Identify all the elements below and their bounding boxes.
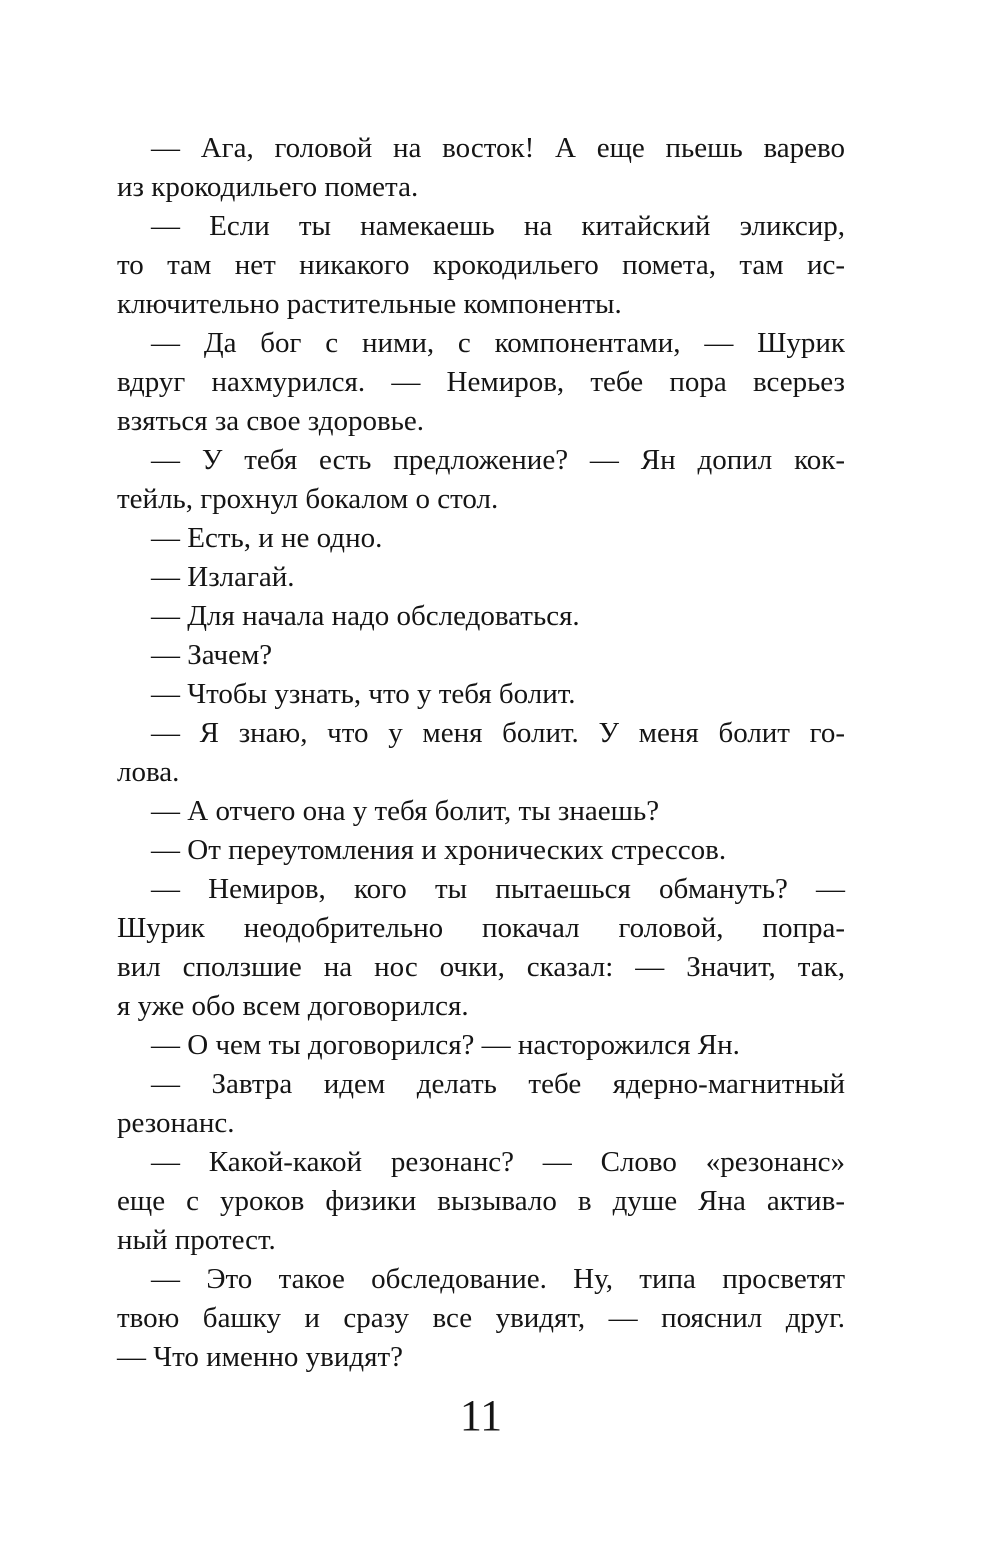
text-line: — Что именно увидят?	[117, 1341, 404, 1373]
paragraph	[117, 1143, 845, 1260]
paragraph	[117, 792, 845, 831]
paragraph	[117, 1065, 845, 1143]
text-line: еще с уроков физики вызывало в душе Яна актив-	[117, 1185, 845, 1217]
text-line: лова.	[117, 756, 180, 788]
text-line: — Немиров, кого ты пытаешься обмануть? —	[151, 873, 845, 905]
text-line: — Если ты намекаешь на китайский эликсир,	[151, 210, 845, 242]
text-line: — У тебя есть предложение? — Ян допил кок-	[151, 444, 845, 476]
page-number: 11	[459, 1391, 503, 1440]
text-line: тейль, грохнул бокалом о стол.	[117, 483, 499, 515]
text-line: — О чем ты договорился? — насторожился Ян.	[151, 1029, 740, 1061]
text-line: — Чтобы узнать, что у тебя болит.	[151, 678, 576, 710]
text-line: Шурик неодобрительно покачал головой, попра-	[117, 912, 845, 944]
paragraph	[117, 129, 845, 207]
text-line: — Я знаю, что у меня болит. У меня болит го-	[151, 717, 845, 749]
text-line: — Ага, головой на восток! А еще пьешь варево	[151, 132, 845, 164]
text-line: вил сползшие на нос очки, сказал: — Значит, так,	[117, 951, 845, 983]
text-line: ный протест.	[117, 1224, 276, 1256]
text-line: — Завтра идем делать тебе ядерно-магнитный	[151, 1068, 845, 1100]
text-line: — Да бог с ними, с компонентами, — Шурик	[151, 327, 845, 359]
paragraph	[117, 324, 845, 441]
paragraph	[117, 207, 845, 324]
paragraph	[117, 519, 845, 558]
page-text	[117, 129, 845, 1377]
text-line: — Какой-какой резонанс? — Слово «резонанс»	[151, 1146, 845, 1178]
text-line: — От переутомления и хронических стрессов.	[151, 834, 727, 866]
text-line: — Для начала надо обследоваться.	[151, 600, 580, 632]
text-line: резонанс.	[117, 1107, 235, 1139]
paragraph	[117, 597, 845, 636]
text-line: то там нет никакого крокодильего помета, там ис-	[117, 249, 845, 281]
text-line: вдруг нахмурился. — Немиров, тебе пора всерьез	[117, 366, 845, 398]
paragraph	[117, 831, 845, 870]
text-line: я уже обо всем договорился.	[117, 990, 469, 1022]
text-line: взяться за свое здоровье.	[117, 405, 424, 437]
text-line: ключительно растительные компоненты.	[117, 288, 622, 320]
text-line: твою башку и сразу все увидят, — пояснил друг.	[117, 1302, 845, 1334]
paragraph	[117, 714, 845, 792]
text-line: — Излагай.	[151, 561, 295, 593]
paragraph	[117, 441, 845, 519]
paragraph	[117, 1026, 845, 1065]
text-line: — Зачем?	[151, 639, 273, 671]
paragraph	[117, 675, 845, 714]
text-line: из крокодильего помета.	[117, 171, 419, 203]
paragraph	[117, 558, 845, 597]
paragraph	[117, 636, 845, 675]
paragraph	[117, 1260, 845, 1377]
text-line: — А отчего она у тебя болит, ты знаешь?	[151, 795, 660, 827]
text-line: — Есть, и не одно.	[151, 522, 383, 554]
text-line: — Это такое обследование. Ну, типа просветят	[151, 1263, 845, 1295]
paragraph	[117, 870, 845, 1026]
